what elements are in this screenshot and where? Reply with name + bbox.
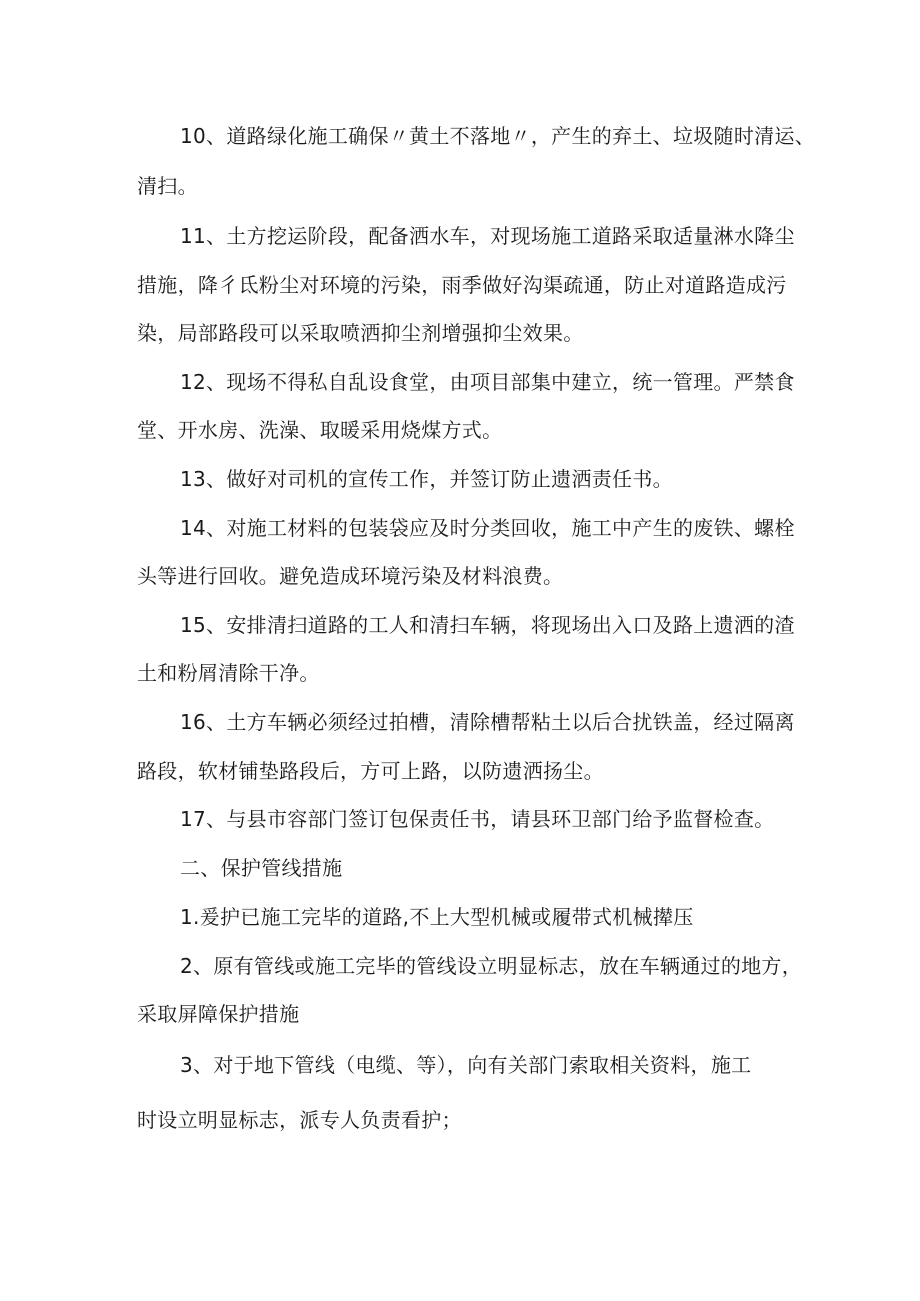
item-2-line-2: 采取屏障保护措施 bbox=[137, 1002, 300, 1026]
paragraph-15-line-2: 土和粉屑清除干净。 bbox=[137, 661, 320, 685]
paragraph-16-line-2: 路段，软材铺垫路段后，方可上路，以防遗洒扬尘。 bbox=[137, 759, 604, 783]
paragraph-12-line-1: 12、现场不得私自乱设食堂，由项目部集中建立，统一管理。严禁食 bbox=[180, 370, 795, 394]
paragraph-13-line-1: 13、做好对司机的宣传工作，并签订防止遗洒责任书。 bbox=[180, 467, 673, 491]
paragraph-14-line-2: 头等进行回收。避免造成环境污染及材料浪费。 bbox=[137, 564, 564, 588]
paragraph-14-line-1: 14、对施工材料的包装袋应及时分类回收，施工中产生的废铁、螺栓 bbox=[180, 516, 795, 540]
paragraph-16-line-1: 16、土方车辆必须经过拍槽，清除槽帮粘土以后合扰铁盖，经过隔离 bbox=[180, 710, 795, 734]
paragraph-15-line-1: 15、安排清扫道路的工人和清扫车辆，将现场出入口及路上遗洒的渣 bbox=[180, 613, 795, 637]
paragraph-12-line-2: 堂、开水房、洗澡、取暖采用烧煤方式。 bbox=[137, 418, 503, 442]
item-1-line-1: 1.爰护已施工完毕的道路,不上大型机械或履带式机械撵压 bbox=[180, 905, 694, 929]
paragraph-17-line-1: 17、与县市容部门签订包保责任书，请县环卫部门给予监督检查。 bbox=[180, 807, 775, 831]
item-3-line-1: 3、对于地下管线（电缆、等），向有关部门索取相关资料，施工 bbox=[180, 1053, 752, 1077]
paragraph-10-line-1: 10、道路绿化施工确保〃黄土不落地〃，产生的弃土、垃圾随时清运、 bbox=[180, 124, 816, 148]
paragraph-11-line-2: 措施，降彳氐粉尘对环境的污染，雨季做好沟渠疏通，防止对道路造成污 bbox=[137, 273, 787, 297]
item-3-line-2: 时设立明显标志，派专人负责看护； bbox=[137, 1108, 462, 1132]
paragraph-10-line-2: 清扫。 bbox=[137, 174, 198, 198]
paragraph-11-line-3: 染，局部路段可以采取喷洒抑尘剂增强抑尘效果。 bbox=[137, 321, 584, 345]
section-heading-pipeline-protection: 二、保护管线措施 bbox=[180, 856, 343, 880]
paragraph-11-line-1: 11、土方挖运阶段，配备洒水车，对现场施工道路采取适量淋水降尘 bbox=[180, 224, 795, 248]
item-2-line-1: 2、原有管线或施工完毕的管线设立明显标志，放在车辆通过的地方， bbox=[180, 954, 803, 978]
